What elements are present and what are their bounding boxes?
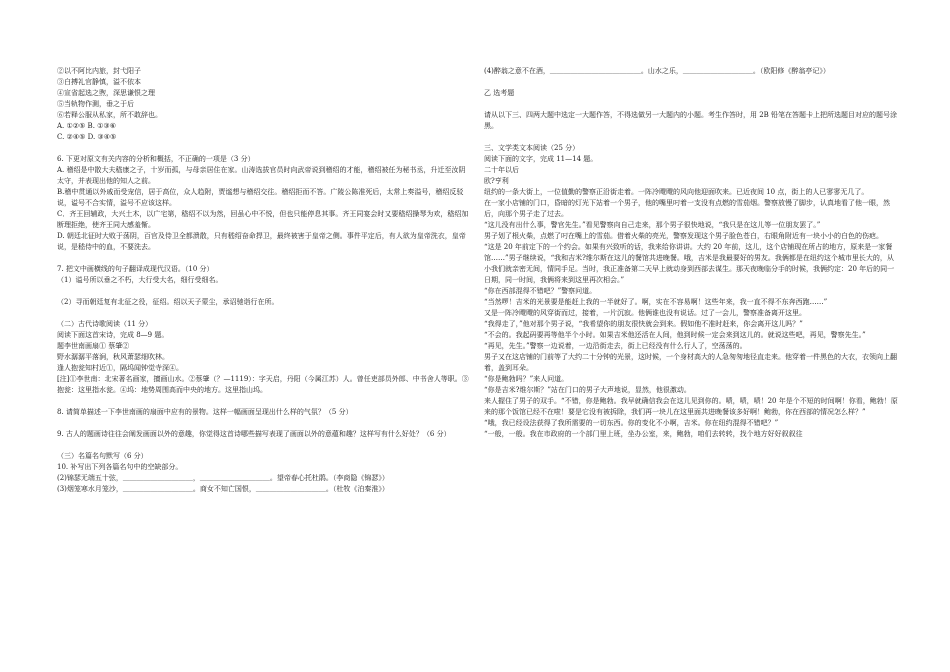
text-line: D. 朝廷北征时大败于荡阴，百官及侍卫全都溃散，只有嵇绍奋命捍卫，最终被害于皇帝之侧。事件平定后，有人欲为皇帝洗衣，皇帝说，是嵇侍中的血，不要洗去。 [57, 232, 466, 251]
text-line: ②以不阿比内旅，封弋阳子 [57, 67, 141, 75]
text-line: 乙 选考题 [484, 89, 515, 97]
text-line: 逢人抱瓮知村近①，隔坞闻钟觉寺深④。 [57, 364, 183, 372]
text-line: 又是一阵冷飕飕的风穿街而过，接着，一片沉寂。他俩谁也没有说话。过了一会儿，警察准备离开这里。 [484, 309, 806, 317]
text-line: 阅读下面这首宋诗，完成 8—9 题。 [57, 331, 169, 339]
text-line: “哦，我已经设法获得了我所需要的一切东西。你的变化不小啊，吉米。你在纽约混得不错吧？” [484, 419, 779, 427]
text-line: 野水潺潺平落涧，秋风萧瑟细吹林。 [57, 353, 169, 361]
text-line: “一般，一般。我在市政府的一个部门里上班，坐办公室，来，鲍勃，咱们去转转，找个地方好好叙叙往 [484, 430, 803, 438]
text-line: B.稽中贯通以外戚而受宠信，居于高位，众人趋附，贾谧想与稽绍交往。稽绍拒而不答。广陵公陈准死后，太常上奏溢号，稽绍反驳说，谥号不合实情，溢号不应该这样。 [57, 188, 464, 207]
text-line: “当然啰！吉米的光景要是能赶上我的一半就好了。啊，实在不容易啊！这些年来，我一直不得不东奔西跑……” [484, 298, 828, 306]
paragraph-gap [57, 286, 471, 297]
paragraph-gap [484, 132, 900, 143]
paragraph-gap [484, 77, 900, 88]
text-line: 在一家小店铺的门口，昏暗的灯光下站着一个男子，他的嘴里叼着一支没有点燃的雪茄烟。警察放慢了脚步，认真地看了他一眼，然后，向那个男子走了过去。 [484, 199, 890, 218]
text-line: 纽约的一条大街上，一位值勤的警察正沿街走着。一阵冷飕飕的风向他迎面吹来。已近夜间 10 点，街上的人已寥寥无几了。 [484, 188, 869, 196]
text-line: 9. 古人的题画诗往往会阐发画面以外的意趣，你觉得这首诗哪些描写表现了画面以外的意蕴和趣？这样写有什么好处？（6 分） [57, 430, 451, 438]
text-line: 6. 下更对原文有关内容的分析和概括，不正确的一项是（3 分） [57, 155, 255, 163]
text-line: “你是鲍勃吗？”来人问道。 [484, 375, 569, 383]
text-line: 男子划了根火柴，点燃了叼在嘴上的雪茄。借着火柴的亮光，警察发现这个男子脸色苍白，右眼角附近有一块小小的白色的伤疤。 [484, 232, 883, 240]
text-line: “不会的。我起码要再等他半个小时。如果吉米他还活在人间，他到时候一定会来到这儿的。就说这些吧，再见，警察先生。” [484, 331, 866, 339]
left-column [57, 66, 471, 495]
text-line: “这是 20 年前定下的一个约会。如果有兴致听的话，我来给你讲讲。大约 20 年前，这儿，这个店铺现在所占的地方，原来是一家餐馆……”男子继续说，“我和吉米?维尔斯在这儿的餐馆共进晚餐。哦，吉米是我最要好的男友。我俩都是在纽约这个城市里长大的，从小我们就亲密无间，情同手足。当时，我正准备第二天早上就动身到西部去谋生。那天夜晚临分手的时候，我俩约定：20 年后的同一日期，同一时间，我俩将来到这里再次相会。” [484, 243, 895, 284]
text-line: “你是吉米?维尔斯？”站在门口的男子大声地说，显然，他很激动。 [484, 386, 691, 394]
text-line: 男子又在这店铺的门前等了大约二十分钟的光景，这时候，一个身材高大的人急匆匆地径直走来。他穿着一件黑色的大衣，衣领向上翻着，盖到耳朵。 [484, 353, 897, 372]
text-line: [注]①李世南：北宋著名画家，擅画山水。②蔡肇（？—1119）：字天启，丹阳（今属江苏）人。曾任吏部员外郎、中书舍人等职。③抱瓮：这里指水瓮。④坞：地势周围高而中央的地方。这里指山坞。 [57, 375, 469, 394]
text-line: （1）谥号所以垂之不朽，大行受大名，细行受细名。 [57, 276, 223, 284]
text-line: （二）古代诗歌阅读（11 分） [57, 320, 153, 328]
paragraph-gap [57, 253, 471, 264]
text-line: 欧?亨利 [484, 177, 509, 185]
paragraph-gap [57, 440, 471, 451]
text-line: (3)烟笼寒水月笼沙，＿＿＿＿＿＿＿＿＿＿。商女不知亡国恨，＿＿＿＿＿＿＿＿＿＿。（杜牧《泊秦淮》） [57, 485, 389, 493]
paragraph-gap [57, 308, 471, 319]
paragraph-gap [57, 143, 471, 154]
text-line: C. ②④⑤ D. ③④⑤ [57, 133, 117, 141]
text-line: A. 稽绍是中散大夫嵇康之子，十岁而孤，与母亲居住在家。山涛选拔官员时向武帝说到稽绍的才能，稽绍被任为秘书丞，升迁至汝阴太守，并表现出他的知人之前。 [57, 166, 466, 185]
text-line: “这儿没有出什么事，警官先生。”看见警察向自己走来，那个男子很快地说，“我只是在这儿等一位朋友罢了。” [484, 221, 821, 229]
text-line: 题李世南画扇① 蔡肇② [57, 342, 130, 350]
text-line: A. ①②⑤ B. ①③⑥ [57, 122, 116, 130]
paragraph-gap [484, 99, 900, 110]
text-line: 二十年以后 [484, 166, 519, 174]
text-line: 三、文学类文本阅读（25 分） [484, 144, 580, 152]
text-line: （三）名篇名句默写（6 分） [57, 452, 148, 460]
text-line: ④宣省起选之煦，深思谦恨之理 [57, 89, 155, 97]
right-column [484, 66, 900, 440]
text-line: （2）寻而朝廷复有北征之役，征绍。绍以天子蒙尘，承诏驰诣行在所。 [57, 298, 279, 306]
paragraph-gap [57, 418, 471, 429]
text-line: 请从以下三、四两大题中选定一大题作答，不得选做另一大题内的小题。考生作答时，用 2B 铅笔在答题卡上把所选题目对应的题号涂黑。 [484, 111, 898, 130]
text-line: ③白搏礼官静慎，溢不依本 [57, 78, 141, 86]
text-line: 7. 把文中画横线的句子翻译成现代汉语。（10 分） [57, 265, 214, 273]
text-line: 来人握住了男子的双手。“不错，你是鲍勃。我早就确信我会在这儿见到你的。啧，啧，啧！20 年是个不短的时间啊！你看，鲍勃！原来的那个饭馆已经不在啦！要是它没有被拆除，我们再一块儿在这里面共进晚餐该多好啊！鲍勃，你在西部的情况怎么样？” [484, 397, 898, 416]
text-line: (2)锦瑟无端五十弦，＿＿＿＿＿＿＿＿＿＿，＿＿＿＿＿＿＿＿＿＿。望帝春心托杜鹃。（李商隐《锦瑟》） [57, 474, 389, 482]
text-line: ⑥若释公服从私家，所不敢辞也。 [57, 111, 162, 119]
text-line: 8. 请简单描述一下李世南画的扇面中应有的景物。这样一幅画面呈现出什么样的气氛？（5 分） [57, 408, 353, 416]
text-line: 阅读下面的文字，完成 11—14 题。 [484, 155, 598, 163]
text-line: ⑤当轨物作測，垂之于后 [57, 100, 134, 108]
text-line: C．齐王回辅政，大兴土木，以广宅第，嵇绍不以为然，回虽心中不悦，但也只能停息其事。齐王同宴会时又要嵇绍操琴为欢，嵇绍加断理拒绝，使齐王同大感羞惭。 [57, 210, 469, 229]
paragraph-gap [57, 396, 471, 407]
text-line: “再见，先生。”警察一边说着，一边沿街走去，街上已经没有什么行人了，空荡荡的。 [484, 342, 747, 350]
text-line: 10. 补写出下列各篇名句中的空缺部分。 [57, 463, 183, 471]
text-line: “你在西部混得不错吧？”警察问道。 [484, 287, 597, 295]
text-line: (4)醉翁之意不在酒，＿＿＿＿＿＿＿＿＿＿＿＿＿。山水之乐，＿＿＿＿＿＿＿＿＿＿。（欧阳修《醉翁亭记》） [484, 67, 830, 75]
text-line: “我得走了，”他对那个男子说，“我希望你的朋友很快就会到来。假如他不准时赶来，你会离开这儿吗？” [484, 320, 803, 328]
